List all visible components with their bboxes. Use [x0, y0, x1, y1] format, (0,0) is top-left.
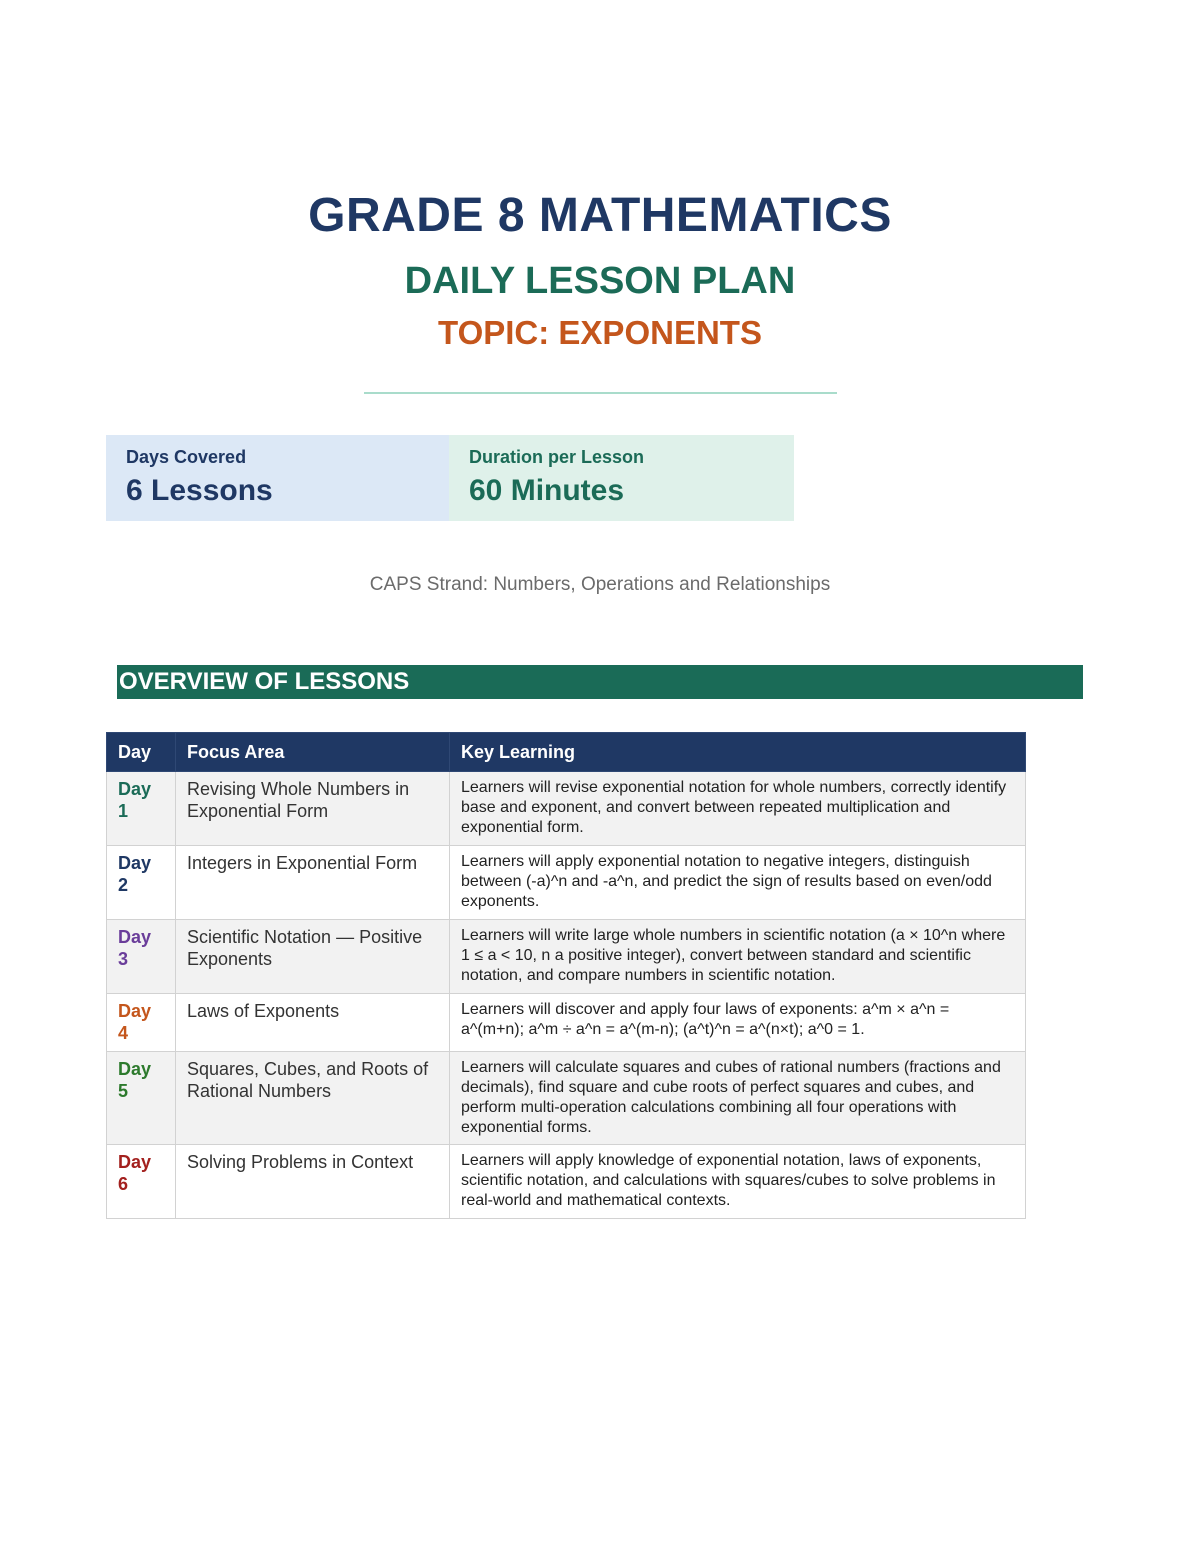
- day-cell: Day 2: [107, 846, 176, 920]
- key-learning-cell: Learners will apply knowledge of exponential notation, laws of exponents, scientific notation, and calculations with squares/cubes to solve problems in real-world and mathematical contexts.: [450, 1145, 1026, 1219]
- column-header-focus-area: Focus Area: [176, 733, 450, 772]
- divider: [364, 392, 837, 394]
- table-header-row: [107, 733, 1026, 772]
- topic-heading: TOPIC: EXPONENTS: [438, 314, 762, 351]
- table-row: [107, 1052, 1026, 1145]
- key-learning-cell: Learners will write large whole numbers in scientific notation (a × 10^n where 1 ≤ a < 10, n a positive integer), convert between standard and scientific notation, and compare numbers in scientific notation.: [450, 920, 1026, 994]
- duration-label: Duration per Lesson: [469, 447, 645, 467]
- day-cell: Day 3: [107, 920, 176, 994]
- focus-cell: Scientific Notation — Positive Exponents: [176, 920, 450, 994]
- overview-heading: OVERVIEW OF LESSONS: [117, 665, 1083, 699]
- table-row: [107, 772, 1026, 846]
- days-covered-label: Days Covered: [126, 447, 247, 467]
- focus-cell: Integers in Exponential Form: [176, 846, 450, 920]
- table-row: [107, 994, 1026, 1052]
- duration-value: 60 Minutes: [469, 474, 625, 507]
- column-header-day: Day: [107, 733, 176, 772]
- table-row: [107, 846, 1026, 920]
- focus-cell: Revising Whole Numbers in Exponential Form: [176, 772, 450, 846]
- day-cell: Day 1: [107, 772, 176, 846]
- caps-strand: CAPS Strand: Numbers, Operations and Relationships: [369, 574, 831, 595]
- days-covered-card: [106, 435, 449, 521]
- days-covered-value: 6 Lessons: [126, 474, 273, 507]
- key-learning-cell: Learners will calculate squares and cubes of rational numbers (fractions and decimals), find square and cube roots of perfect squares and cubes, and perform multi-operation calculations combining all four operations with exponential forms.: [450, 1052, 1026, 1145]
- focus-cell: Solving Problems in Context: [176, 1145, 450, 1219]
- lessons-table: [106, 732, 1026, 1219]
- table-row: [107, 920, 1026, 994]
- day-cell: Day 4: [107, 994, 176, 1052]
- page-subtitle: DAILY LESSON PLAN: [404, 260, 796, 302]
- focus-cell: Laws of Exponents: [176, 994, 450, 1052]
- key-learning-cell: Learners will apply exponential notation to negative integers, distinguish between (-a)^n and -a^n, and predict the sign of results based on even/odd exponents.: [450, 846, 1026, 920]
- focus-cell: Squares, Cubes, and Roots of Rational Numbers: [176, 1052, 450, 1145]
- day-cell: Day 5: [107, 1052, 176, 1145]
- duration-card: [449, 435, 794, 521]
- day-cell: Day 6: [107, 1145, 176, 1219]
- column-header-key-learning: Key Learning: [450, 733, 1026, 772]
- summary-stats: [106, 435, 794, 521]
- page-title: GRADE 8 MATHEMATICS: [308, 189, 892, 242]
- key-learning-cell: Learners will revise exponential notation for whole numbers, correctly identify base and exponent, and convert between repeated multiplication and exponential form.: [450, 772, 1026, 846]
- key-learning-cell: Learners will discover and apply four laws of exponents: a^m × a^n = a^(m+n); a^m ÷ a^n = a^(m-n); (a^t)^n = a^(n×t); a^0 = 1.: [450, 994, 1026, 1052]
- table-row: [107, 1145, 1026, 1219]
